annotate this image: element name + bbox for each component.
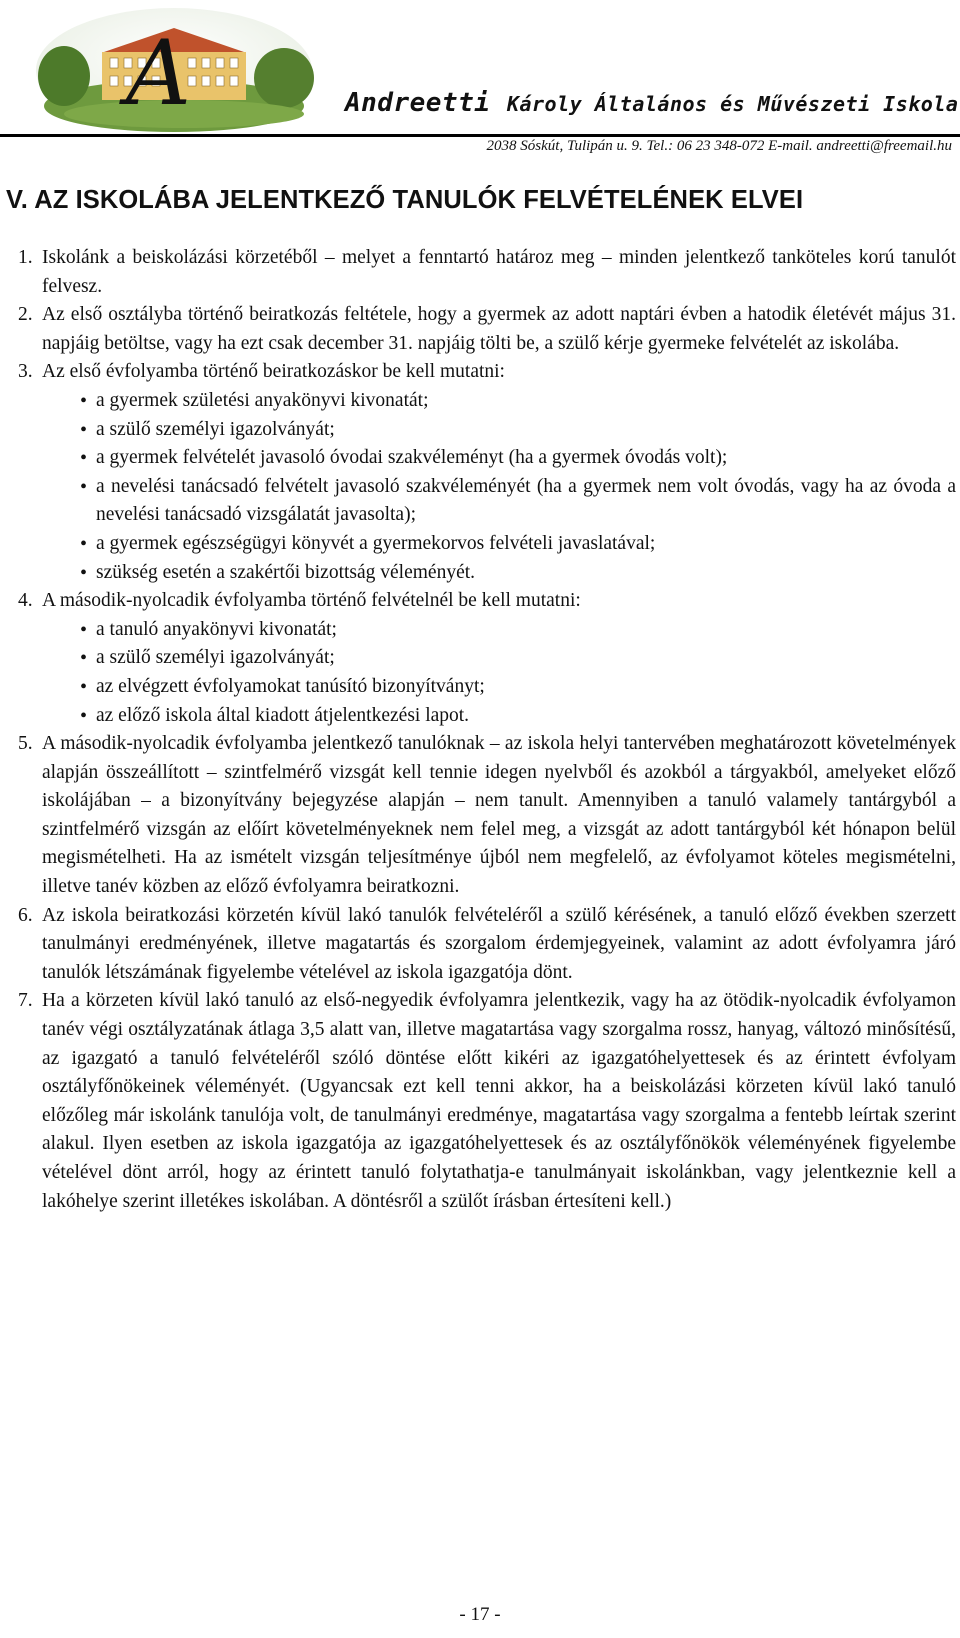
item-number: 2. bbox=[18, 304, 33, 326]
bullet-icon: • bbox=[80, 447, 88, 470]
school-name bbox=[345, 88, 958, 118]
bullet-icon: • bbox=[80, 675, 88, 698]
bullet-item bbox=[18, 616, 956, 645]
bullet-item bbox=[18, 702, 956, 731]
list-item bbox=[18, 987, 956, 1216]
bullet-text: a szülő személyi igazolványát; bbox=[96, 418, 335, 440]
bullet-item bbox=[18, 416, 956, 445]
bullet-text: az előző iskola által kiadott átjelentkezési lapot. bbox=[96, 704, 470, 726]
school-logo bbox=[34, 6, 334, 134]
svg-text:A: A bbox=[126, 21, 191, 126]
bullet-item bbox=[18, 644, 956, 673]
bullet-icon: • bbox=[80, 647, 88, 670]
bullet-list-3 bbox=[18, 387, 956, 587]
bullet-list-4 bbox=[18, 616, 956, 730]
bullet-icon: • bbox=[80, 561, 88, 584]
item-number: 6. bbox=[18, 904, 33, 926]
item-number: 7. bbox=[18, 990, 33, 1012]
bullet-item bbox=[18, 444, 956, 473]
section-title: V. AZ ISKOLÁBA JELENTKEZŐ TANULÓK FELVÉTELÉNEK ELVEI bbox=[6, 186, 804, 214]
bullet-text: a gyermek születési anyakönyvi kivonatát; bbox=[96, 389, 429, 411]
list-item bbox=[18, 358, 956, 387]
item-number: 5. bbox=[18, 733, 33, 755]
bullet-item bbox=[18, 559, 956, 588]
item-number: 3. bbox=[18, 361, 33, 383]
school-name-text: Károly Általános és Művészeti Iskola bbox=[506, 92, 959, 116]
bullet-icon: • bbox=[80, 389, 88, 412]
bullet-text: az elvégzett évfolyamokat tanúsító bizonyítványt; bbox=[96, 675, 485, 697]
item-number: 1. bbox=[18, 247, 33, 268]
header-divider bbox=[0, 134, 960, 137]
item-text: Az iskola beiratkozási körzetén kívül lakó tanulók felvételéről a szülő kérésének, a tanuló előző években szerzett tanulmányi eredményének, illetve magatartás és szorgalom érdemjegyeinek, valamint az adott évfolyamra járó tanulók létszámának figyelembe vételével az iskola igazgatója dönt. bbox=[42, 904, 956, 983]
bullet-item bbox=[18, 530, 956, 559]
item-text: Az első osztályba történő beiratkozás feltétele, hogy a gyermek az adott naptári évben a hatodik életévét május 31. napjáig betöltse, vagy ha ezt csak december 31. napjáig tölti be, a szülő kérje gyermeke felvételét az iskolába. bbox=[42, 304, 956, 354]
bullet-icon: • bbox=[80, 418, 88, 441]
bullet-icon: • bbox=[80, 618, 88, 641]
page-number: - 17 - bbox=[459, 1604, 501, 1625]
list-item bbox=[18, 730, 956, 902]
bullet-icon: • bbox=[80, 475, 88, 498]
bullet-item bbox=[18, 673, 956, 702]
item-text: A második-nyolcadik évfolyamba történő felvételnél be kell mutatni: bbox=[42, 590, 581, 612]
bullet-text: a szülő személyi igazolványát; bbox=[96, 647, 335, 669]
bullet-item bbox=[18, 473, 956, 530]
bullet-item bbox=[18, 387, 956, 416]
item-text: Ha a körzeten kívül lakó tanuló az első-negyedik évfolyamra jelentkezik, vagy ha az ötödik-nyolcadik évfolyamon tanév végi osztályzatának átlaga 3,5 alatt van, illetve magatartása vagy szorgalma rossz, hanyag, változó minősítésű, az igazgató a tanuló felvételéről szóló döntése előtt kikéri az igazgatóhelyettesek és az érintett évfolyam osztályfőnökeinek véleményét. (Ugyancsak ezt kell tenni akkor, ha a beiskolázási körzeten kívül lakó tanuló előzőleg már iskolánk tanulója volt, de tanulmányi eredménye, magatartása vagy szorgalma a fentebb leírtak szerint alakul. Ilyen esetben az iskola igazgatója az igazgatóhelyettesek és az osztályfőnökök véleményének figyelembe vételével dönt arról, hogy az érintett tanuló folytathatja-e tanulmányait iskolánkban, vagy jelentkeznie kell a lakóhelye szerint illetékes iskolában. A döntésről a szülőt írásban értesíteni kell.) bbox=[42, 990, 956, 1212]
contact-line: 2038 Sóskút, Tulipán u. 9. Tel.: 06 23 348-072 E-mail. andreetti@freemail.hu bbox=[486, 138, 952, 154]
item-text: Az első évfolyamba történő beiratkozáskor be kell mutatni: bbox=[42, 361, 505, 383]
list-item bbox=[18, 301, 956, 358]
bullet-text: a nevelési tanácsadó felvételt javasoló szakvéleményét (ha a gyermek nem volt óvodás, vagy ha az óvoda a nevelési tanácsadó vizsgálatát javasolta); bbox=[96, 475, 956, 526]
list-item bbox=[18, 902, 956, 988]
item-text: A második-nyolcadik évfolyamba jelentkező tanulóknak – az iskola helyi tantervében meghatározott követelmények alapján összeállított – szintfelmérő vizsgát kell tennie idegen nyelvből és azokból a tárgyakból, amelyeket előző iskolájában – a bizonyítvány bejegyzése alapján – nem tanult. Amennyiben a tanuló valamely tantárgyból a szintfelmérő vizsgán az előírt követelményeknek nem felel meg, a vizsgát az adott tantárgyból két hónapon belül megismételheti. Ha az ismételt vizsgán teljesítménye újból nem megfelelő, az évfolyamot köteles megismételni, illetve tanév közben az előző évfolyamra beiratkozni. bbox=[42, 733, 956, 898]
bullet-text: szükség esetén a szakértői bizottság véleményét. bbox=[96, 561, 476, 583]
bullet-icon: • bbox=[80, 704, 88, 727]
bullet-text: a tanuló anyakönyvi kivonatát; bbox=[96, 618, 337, 640]
bullet-text: a gyermek egészségügyi könyvét a gyermekorvos felvételi javaslatával; bbox=[96, 532, 656, 554]
list-item bbox=[18, 587, 956, 616]
item-number: 4. bbox=[18, 590, 33, 612]
page-header bbox=[0, 0, 960, 160]
brand-name: Andreetti bbox=[345, 88, 491, 118]
list-item bbox=[18, 244, 956, 301]
bullet-text: a gyermek felvételét javasoló óvodai szakvéleményt (ha a gyermek óvodás volt); bbox=[96, 447, 728, 469]
bullet-icon: • bbox=[80, 532, 88, 555]
item-text: Iskolánk a beiskolázási körzetéből – melyet a fenntartó határoz meg – minden jelentkező tanköteles korú tanulót felvesz. bbox=[42, 247, 956, 297]
document-body bbox=[18, 244, 956, 1216]
